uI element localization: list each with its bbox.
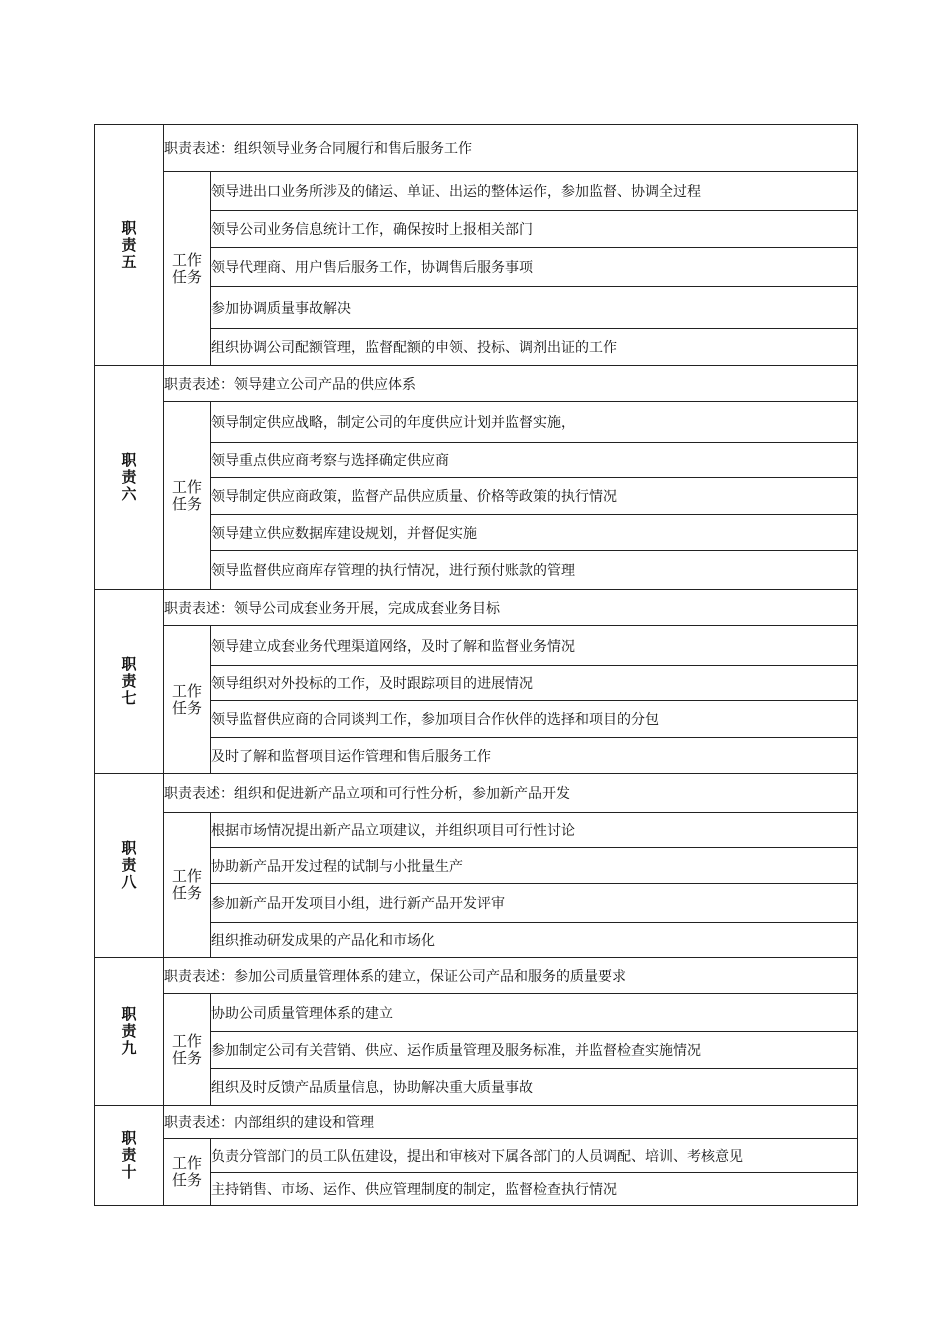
section-description: 职责表述：内部组织的建设和管理 [164,1106,858,1139]
task-label-text: 工作任务 [171,1154,202,1189]
task-item: 领导监督供应商的合同谈判工作，参加项目合作伙伴的选择和项目的分包 [211,701,858,738]
task-item: 领导公司业务信息统计工作，确保按时上报相关部门 [211,211,858,248]
task-item: 主持销售、市场、运作、供应管理制度的制定，监督检查执行情况 [211,1173,858,1206]
section-description-row [95,590,858,626]
section-description: 职责表述：领导公司成套业务开展，完成成套业务目标 [164,590,858,626]
section-description: 职责表述：组织和促进新产品立项和可行性分析，参加新产品开发 [164,774,858,813]
task-item: 领导监督供应商库存管理的执行情况，进行预付账款的管理 [211,551,858,590]
section-description: 职责表述：参加公司质量管理体系的建立，保证公司产品和服务的质量要求 [164,958,858,994]
section-title [95,590,164,774]
section-title [95,366,164,590]
section-title [95,125,164,366]
task-item: 协助公司质量管理体系的建立 [211,994,858,1032]
section-title-text: 职责六 [121,451,137,503]
task-item: 领导建立成套业务代理渠道网络，及时了解和监督业务情况 [211,626,858,666]
task-item: 参加协调质量事故解决 [211,287,858,329]
task-row [95,813,858,848]
task-label [164,813,211,958]
task-item: 协助新产品开发过程的试制与小批量生产 [211,848,858,884]
task-label-text: 工作任务 [171,477,202,513]
task-label [164,172,211,366]
task-item: 组织协调公司配额管理，监督配额的申领、投标、调剂出证的工作 [211,329,858,366]
task-item: 负责分管部门的员工队伍建设，提出和审核对下属各部门的人员调配、培训、考核意见 [211,1139,858,1173]
task-item: 领导进出口业务所涉及的储运、单证、出运的整体运作，参加监督、协调全过程 [211,172,858,211]
task-label-text: 工作任务 [171,867,202,902]
task-item: 领导组织对外投标的工作，及时跟踪项目的进展情况 [211,666,858,701]
task-item: 参加新产品开发项目小组，进行新产品开发评审 [211,884,858,923]
task-item: 组织推动研发成果的产品化和市场化 [211,923,858,958]
task-item: 参加制定公司有关营销、供应、运作质量管理及服务标准，并监督检查实施情况 [211,1032,858,1069]
task-item: 领导制定供应商政策，监督产品供应质量、价格等政策的执行情况 [211,478,858,515]
task-label [164,626,211,774]
section-description-row [95,125,858,172]
section-title [95,774,164,958]
section-description-row [95,366,858,402]
section-description: 职责表述：组织领导业务合同履行和售后服务工作 [164,125,858,172]
section-title-text: 职责十 [121,1129,137,1181]
section-description-row [95,958,858,994]
task-row [95,172,858,211]
task-item: 根据市场情况提出新产品立项建议，并组织项目可行性讨论 [211,813,858,848]
task-item: 领导重点供应商考察与选择确定供应商 [211,443,858,478]
section-title-text: 职责七 [121,655,137,707]
task-label-text: 工作任务 [171,681,202,717]
task-row [95,402,858,443]
task-row [95,994,858,1032]
task-item: 领导代理商、用户售后服务工作，协调售后服务事项 [211,248,858,287]
task-item: 领导制定供应战略，制定公司的年度供应计划并监督实施， [211,402,858,443]
section-description: 职责表述：领导建立公司产品的供应体系 [164,366,858,402]
task-label [164,994,211,1106]
task-label-text: 工作任务 [171,1031,202,1067]
duty-table-body [95,125,858,1206]
task-row [95,626,858,666]
section-description-row [95,1106,858,1139]
task-label [164,402,211,590]
task-label-text: 工作任务 [171,250,202,286]
section-title [95,1106,164,1206]
section-title [95,958,164,1106]
section-title-text: 职责九 [121,1005,137,1057]
task-row [95,1139,858,1173]
document-page [94,124,857,1206]
task-item: 领导建立供应数据库建设规划，并督促实施 [211,515,858,551]
section-title-text: 职责五 [121,218,137,271]
task-item: 及时了解和监督项目运作管理和售后服务工作 [211,738,858,774]
task-item: 组织及时反馈产品质量信息，协助解决重大质量事故 [211,1069,858,1106]
duty-table [94,124,858,1206]
task-label [164,1139,211,1206]
section-title-text: 职责八 [121,839,137,891]
section-description-row [95,774,858,813]
